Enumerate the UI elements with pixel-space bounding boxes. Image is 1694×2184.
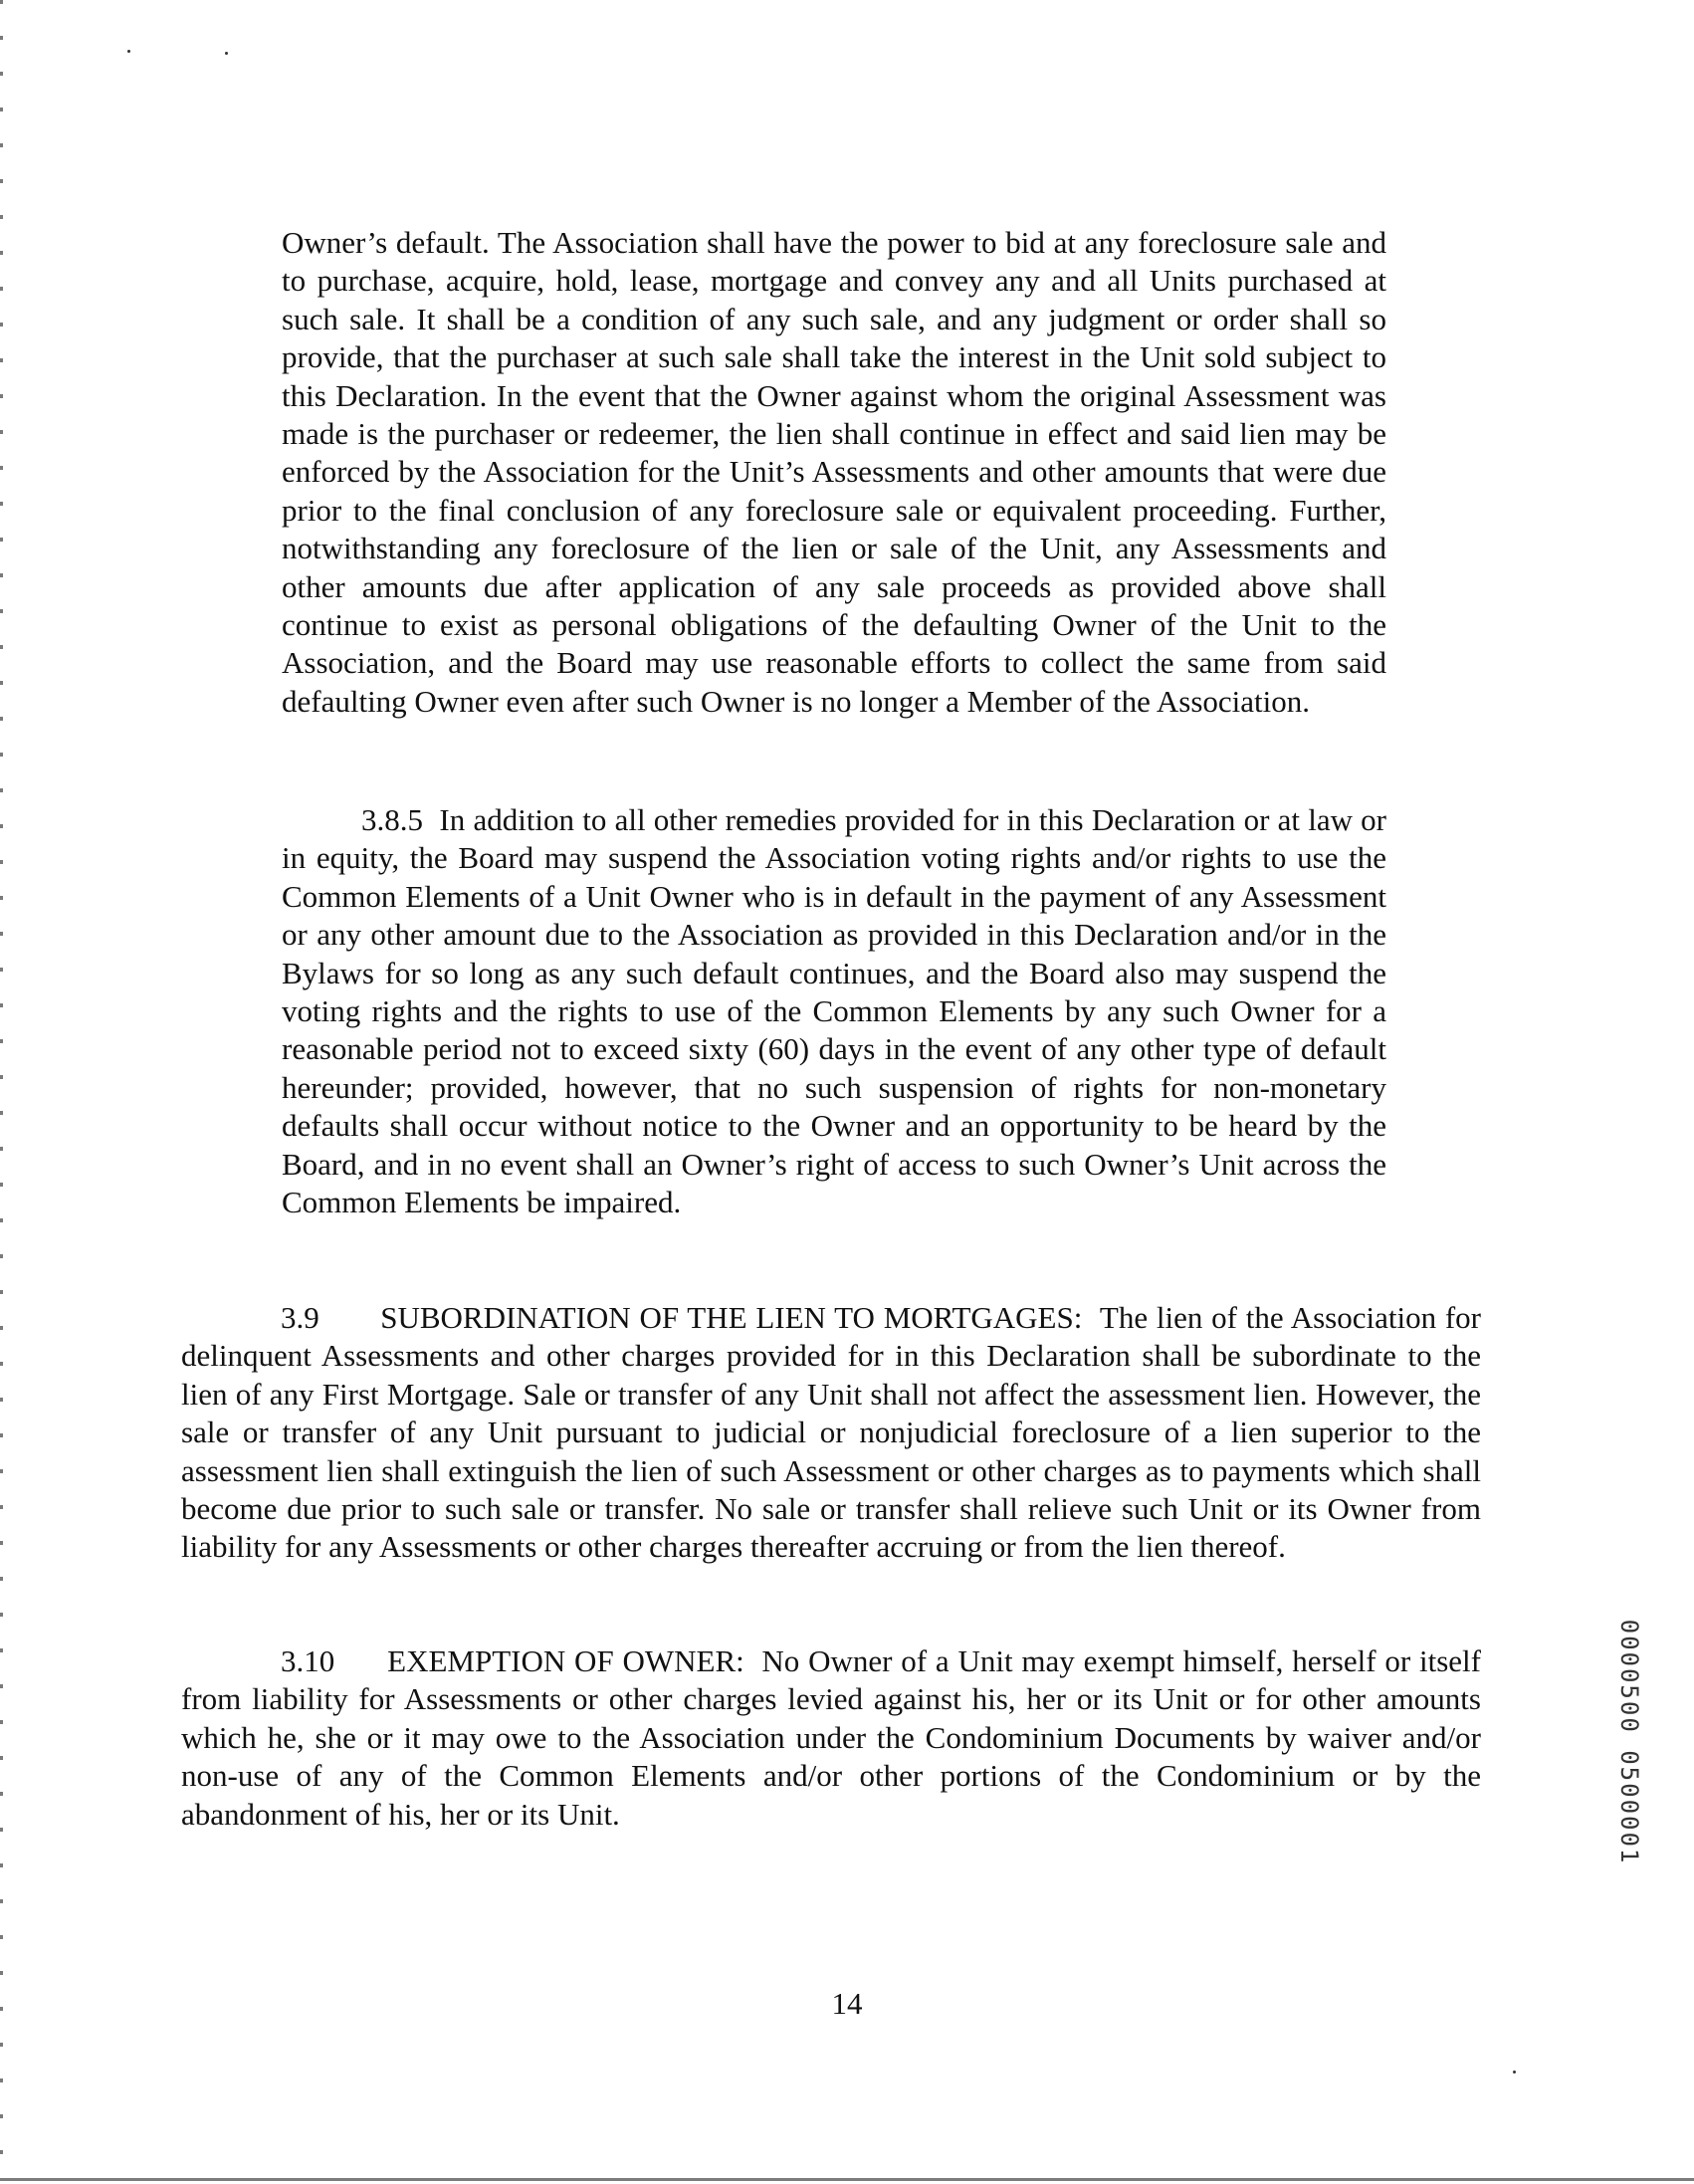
paragraph-text: In addition to all other remedies provided for in this Declaration or at law or in equity, the Board may suspend the Association voting rights and/or rights to use the Common Elements of a Unit Owner who is in default in the payment of any Assessment or any other amount due to the Association as provided in this Declaration and/or in the Bylaws for so long as any such default continues, and the Board also may suspend the voting rights and the rights to use of the Common Elements by any such Owner for a reasonable period not to exceed sixty (60) days in the event of any other type of default hereunder; provided, however, that no such suspension of rights for non-monetary defaults shall occur without notice to the Owner and an opportunity to be heard by the Board, and in no event shall an Owner’s right of access to such Owner’s Unit across the Common Elements be impaired.	[282, 802, 1387, 1220]
scan-bottom-edge	[0, 2178, 1694, 2181]
bates-stamp	[1611, 1593, 1647, 1891]
section-number: 3.9	[281, 1300, 319, 1335]
section-number: 3.10	[281, 1643, 335, 1678]
paragraph-text: The lien of the Association for delinquent Assessments and other charges provided for in this Declaration shall be subordinate to the lien of any First Mortgage. Sale or transfer of any Unit shall not affect the assessment lien. However, the sale or transfer of any Unit pursuant to judicial or nonjudicial foreclosure of a lien superior to the assessment lien shall extinguish the lien of such Assessment or other charges as to payments which shall become due prior to such sale or transfer. No sale or transfer shall relieve such Unit or its Owner from liability for any Assessments or other charges thereafter accruing or from the lien thereof.	[181, 1300, 1481, 1565]
scan-speck	[225, 52, 228, 55]
section-number: 3.8.5	[361, 802, 423, 837]
paragraph-3-9	[181, 1299, 1481, 1567]
paragraph-3-8-5	[282, 801, 1386, 1221]
paragraph-text: No Owner of a Unit may exempt himself, herself or itself from liability for Assessments or other charges levied against his, her or its Unit or for other amounts which he, she or it may owe to the Association under the Condominium Documents by waiver and/or non-use of any of the Common Elements and/or other portions of the Condominium or by the abandonment of his, her or its Unit.	[181, 1643, 1481, 1832]
section-heading: EXEMPTION OF OWNER:	[387, 1643, 744, 1678]
bates-number: 0000500 0500001	[1615, 1619, 1643, 1865]
section-heading: SUBORDINATION OF THE LIEN TO MORTGAGES:	[380, 1300, 1083, 1335]
page-number: 14	[831, 1986, 863, 2021]
scan-edge-marks	[0, 0, 3, 2184]
paragraph-continuation	[282, 224, 1386, 721]
paragraph-3-10	[181, 1642, 1481, 1834]
scan-speck	[1513, 2071, 1516, 2074]
scan-speck	[127, 50, 130, 53]
paragraph-text: Owner’s default. The Association shall have the power to bid at any foreclosure sale and to purchase, acquire, hold, lease, mortgage and convey any and all Units purchased at such sale. It shall be a condition of any such sale, and any judgment or order shall so provide, that the purchaser at such sale shall take the interest in the Unit sold subject to this Declaration. In the event that the Owner against whom the original Assessment was made is the purchaser or redeemer, the lien shall continue in effect and said lien may be enforced by the Association for the Unit’s Assessments and other amounts that were due prior to the final conclusion of any foreclosure sale or equivalent proceeding. Further, notwithstanding any foreclosure of the lien or sale of the Unit, any Assessments and other amounts due after application of any sale proceeds as provided above shall continue to exist as personal obligations of the defaulting Owner of the Unit to the Association, and the Board may use reasonable efforts to collect the same from said defaulting Owner even after such Owner is no longer a Member of the Association.	[282, 225, 1386, 719]
